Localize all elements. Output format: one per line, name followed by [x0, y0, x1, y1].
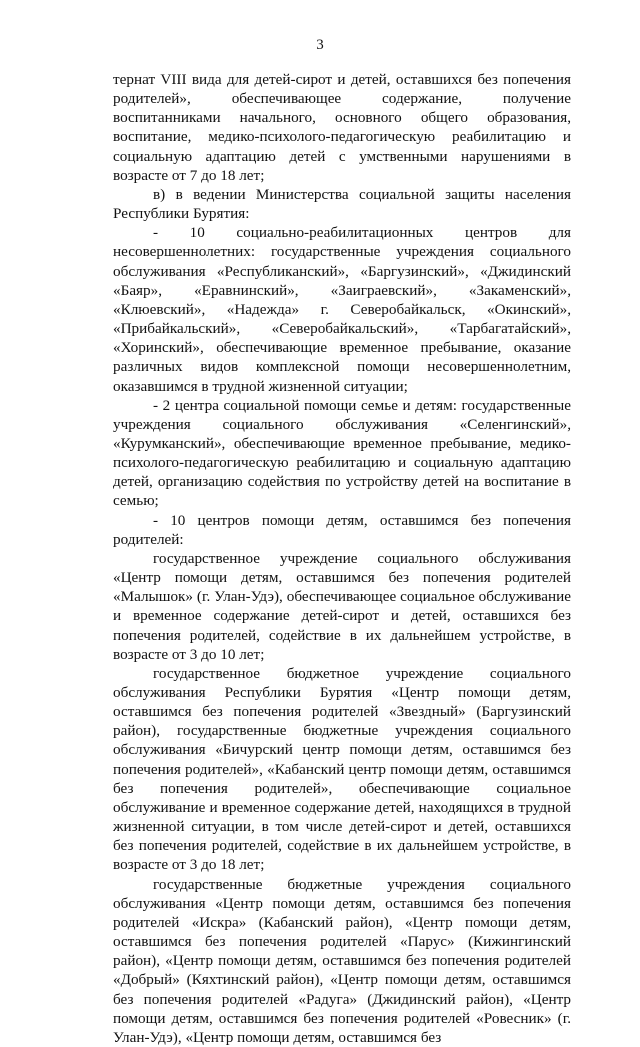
- paragraph-malyshok: государственное учреждение социального обслуживания «Центр помощи детям, оставшимся без попечения родителей «Малышок» (г. Улан-Удэ), обеспечивающее социальное обслуживание и временное содержание детей-сирот и детей, оставшихся без попечения родителей, содействие в их дальнейшем устройстве, в возрасте от 3 до 10 лет;: [113, 549, 571, 663]
- paragraph-budget-centers: государственные бюджетные учреждения социального обслуживания «Центр помощи детям, оставшимся без попечения родителей «Искра» (Кабанский район), «Центр помощи детям, оставшимся без попечения родителей «Парус» (Кижингинский район), «Центр помощи детям, оставшимся без попечения родителей «Добрый» (Кяхтинский район), «Центр помощи детям, оставшимся без попечения родителей «Радуга» (Джидинский район), «Центр помощи детям, оставшимся без попечения родителей «Ровесник» (г. Улан-Удэ), «Центр помощи детям, оставшимся без: [113, 875, 571, 1046]
- paragraph-family-centers: - 2 центра социальной помощи семье и детям: государственные учреждения социального обслуживания «Селенгинский», «Курумканский», обеспечивающие временное пребывание, медико-психолого-педагогическую реабилитацию и социальную адаптацию детей, организацию содействия по устройству детей на воспитание в семью;: [113, 396, 571, 510]
- paragraph-continuation: тернат VIII вида для детей-сирот и детей, оставшихся без попечения родителей», обеспечивающее содержание, получение воспитанниками начального, основного общего образования, воспитание, медико-психолого-педагогическую реабилитацию и социальную адаптацию детей с умственными нарушениями в возрасте от 7 до 18 лет;: [113, 71, 571, 184]
- paragraph-help-centers-heading: - 10 центров помощи детям, оставшимся без попечения родителей:: [113, 511, 571, 548]
- page-number: 3: [316, 37, 324, 53]
- paragraph-ministry-heading: в) в ведении Министерства социальной защиты населения Республики Бурятия:: [113, 185, 571, 223]
- document-body: [113, 70, 571, 1047]
- paragraph-rehab-centers: - 10 социально-реабилитационных центров для несовершеннолетних: государственные учреждения социального обслуживания «Республиканский», «Баргузинский», «Джидинский «Баяр», «Еравнинский», «Заиграевский», «Закаменский», «Клюевский», «Надежда» г. Северобайкальск, «Окинский», «Прибайкальский», «Северобайкальский», «Тарбагатайский», «Хоринский», обеспечивающие временное пребывание, оказание различных видов комплексной помощи несовершеннолетним, оказавшимся в трудной жизненной ситуации;: [113, 224, 571, 395]
- paragraph-zvezdny: государственное бюджетное учреждение социального обслуживания Республики Бурятия «Центр помощи детям, оставшимся без попечения родителей «Звездный» (Баргузинский район), государственные бюджетные учреждения социального обслуживания «Бичурский центр помощи детям, оставшимся без попечения родителей», «Кабанский центр помощи детям, оставшимся без попечения родителей», обеспечивающие социальное обслуживание и временное содержание детей, находящихся в трудной жизненной ситуации, в том числе детей-сирот и детей, оставшихся без попечения родителей, содействие в их дальнейшем устройстве, в возрасте от 3 до 18 лет;: [113, 664, 571, 874]
